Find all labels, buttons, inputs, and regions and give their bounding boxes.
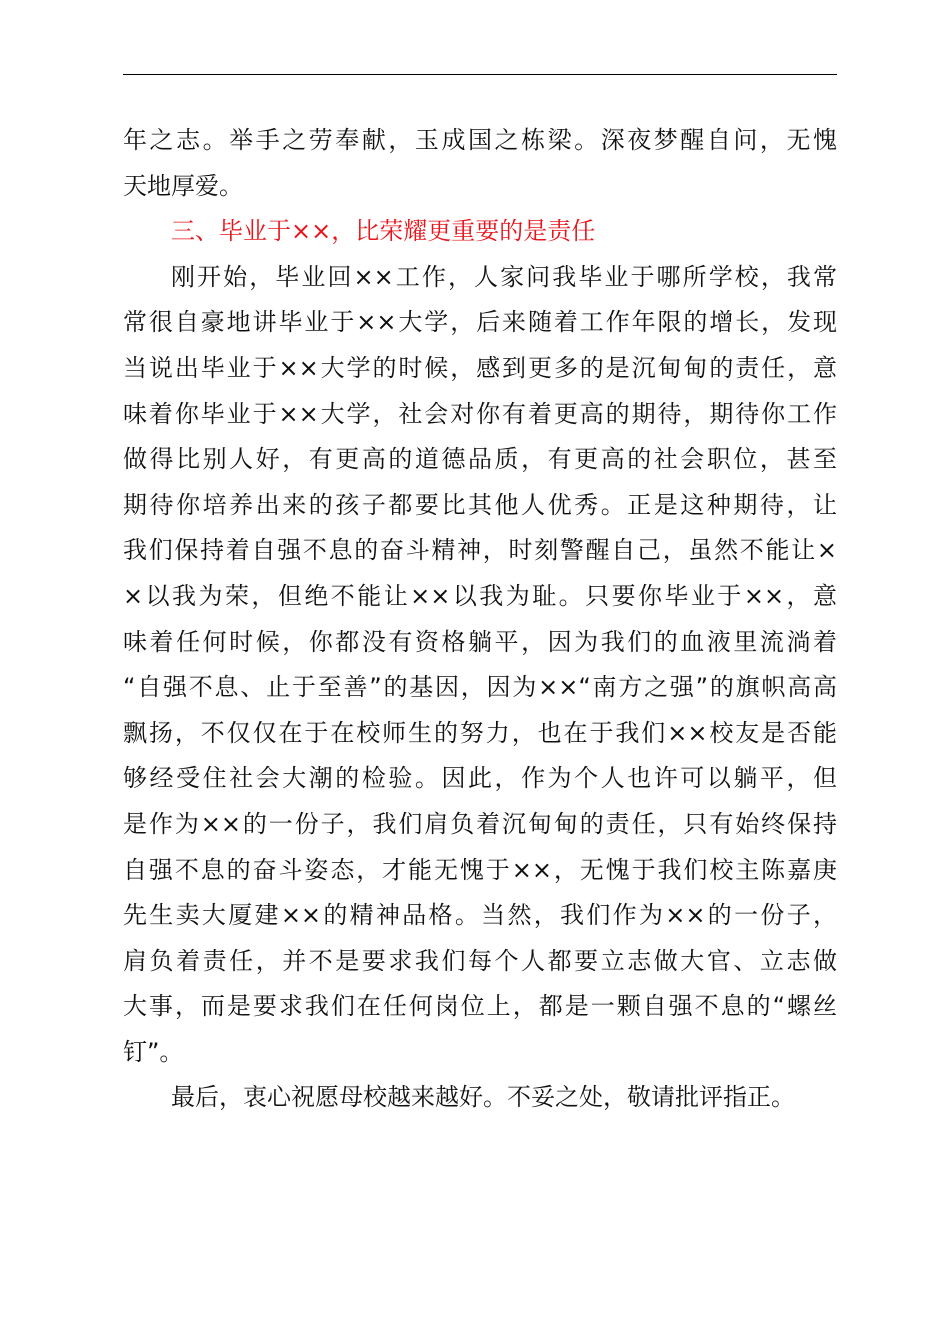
text-line: “自强不息、止于至善”的基因，因为××“南方之强”的旗帜高高: [123, 673, 837, 702]
text-line: 够经受住社会大潮的检验。因此，作为个人也许可以躺平，但: [123, 764, 837, 793]
text-line: 常很自豪地讲毕业于××大学，后来随着工作年限的增长，发现: [123, 308, 837, 337]
header-rule: [123, 74, 837, 75]
text-line: 钉”。: [123, 1037, 184, 1066]
text-line: 我们保持着自强不息的奋斗精神，时刻警醒自己，虽然不能让×: [123, 536, 837, 565]
text-line: 自强不息的奋斗姿态，才能无愧于××，无愧于我们校主陈嘉庚: [123, 855, 837, 884]
text-line: 刚开始，毕业回××工作，人家问我毕业于哪所学校，我常: [171, 262, 837, 291]
text-line: 肩负着责任，并不是要求我们每个人都要立志做大官、立志做: [123, 946, 837, 975]
text-line: ×以我为荣，但绝不能让××以我为耻。只要你毕业于××，意: [123, 581, 837, 610]
text-line: 天地厚爱。: [123, 171, 243, 200]
text-line: 是作为××的一份子，我们肩负着沉甸甸的责任，只有始终保持: [123, 809, 837, 838]
text-line: 飘扬，不仅仅在于在校师生的努力，也在于我们××校友是否能: [123, 718, 837, 747]
text-line: 年之志。举手之劳奉献，玉成国之栋梁。深夜梦醒自问，无愧: [123, 126, 837, 154]
closing-paragraph: 最后，衷心祝愿母校越来越好。不妥之处，敬请批评指正。: [171, 1083, 795, 1112]
text-line: 味着任何时候，你都没有资格躺平，因为我们的血液里流淌着: [123, 627, 837, 656]
document-body: [123, 118, 837, 1121]
text-line: 先生卖大厦建××的精神品格。当然，我们作为××的一份子，: [123, 901, 837, 930]
text-line: 大事，而是要求我们在任何岗位上，都是一颗自强不息的“螺丝: [123, 992, 837, 1021]
main-paragraph: [123, 255, 837, 1076]
text-line: 期待你培养出来的孩子都要比其他人优秀。正是这种期待，让: [123, 490, 837, 519]
continuation-paragraph: [123, 118, 837, 209]
text-line: 当说出毕业于××大学的时候，感到更多的是沉甸甸的责任，意: [123, 353, 837, 382]
text-line: 做得比别人好，有更高的道德品质，有更高的社会职位，甚至: [123, 445, 837, 474]
text-line: 味着你毕业于××大学，社会对你有着更高的期待，期待你工作: [123, 399, 837, 428]
section-heading: 三、毕业于××，比荣耀更重要的是责任: [171, 217, 596, 246]
